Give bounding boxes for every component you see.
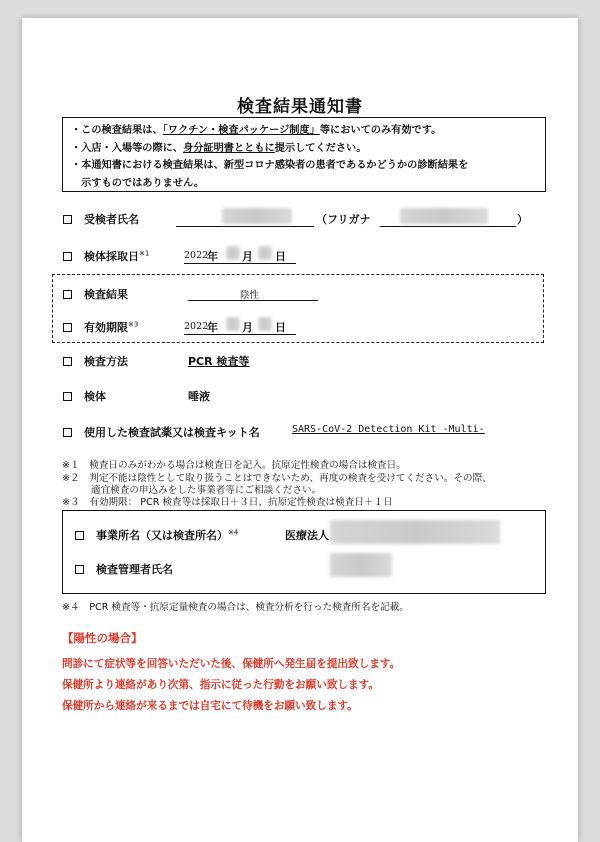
- footnote-1-text: 検査日のみがわかる場合は検査日を記入。抗原定性検査の場合は検査日。: [89, 460, 406, 471]
- result-line: [188, 300, 318, 301]
- furigana-redaction: [400, 208, 488, 224]
- notice-text: 示すものではありません。: [71, 177, 205, 189]
- furigana-open: （フリガナ: [316, 213, 371, 226]
- footnote-2-text: 判定不能は陰性として取り扱うことはできないため、再度の検査を受けてください。その際、: [89, 473, 492, 484]
- checkbox-result[interactable]: [63, 290, 72, 299]
- method-value: PCR 検査等: [188, 355, 250, 368]
- positive-line-1: 問診にて症状等を回答いただいた後、保健所へ発生届を提出致します。: [62, 658, 401, 670]
- notice-box: [62, 117, 546, 192]
- expiry-year: 2022: [184, 321, 209, 332]
- footnote-2: [62, 473, 492, 486]
- collection-year: 2022: [184, 250, 209, 261]
- expiry-nen: 年: [207, 321, 218, 334]
- footnote-4-mark: ※４: [62, 602, 80, 613]
- collection-tsuki: 月: [242, 250, 253, 263]
- expiry-tsuki: 月: [242, 321, 253, 334]
- notice-line-2: [71, 140, 545, 158]
- furigana-close: ）: [517, 213, 528, 226]
- positive-line-3: 保健所から連絡が来るまでは自宅にて待機をお願い致します。: [62, 700, 358, 712]
- notice-line-4: [71, 175, 545, 193]
- footnote-2-cont: 適宜検査の申込みをした事業者等にご相談ください。: [91, 485, 322, 496]
- collection-label: [84, 248, 149, 264]
- checkbox-manager[interactable]: [75, 565, 84, 574]
- name-line: [176, 226, 314, 227]
- office-value: 医療法人: [285, 529, 329, 542]
- kit-label: 使用した検査試薬又は検査キット名: [84, 426, 260, 439]
- notice-emphasis: 身分証明書とともに: [183, 142, 275, 154]
- footnote-1: [62, 460, 406, 473]
- specimen-value: 唾液: [188, 390, 210, 403]
- footnote-2-mark: ※２: [62, 473, 80, 484]
- notice-text: 等においてのみ有効です。: [319, 125, 442, 136]
- expiry-note: ※3: [128, 320, 139, 329]
- footnote-3-text: 有効期限： PCR 検査等は採取日＋３日、抗原定性検査は検査日＋１日: [89, 497, 393, 508]
- notice-text: ・本通知書における検査結果は、新型コロナ感染者の患者であるかどうかの診断結果を: [71, 160, 469, 171]
- method-label: 検査方法: [84, 355, 128, 368]
- expiry-day-redaction: [258, 317, 272, 331]
- name-redaction: [222, 208, 292, 224]
- name-label: 受検者氏名: [84, 213, 139, 226]
- manager-label: 検査管理者氏名: [96, 563, 173, 576]
- office-redaction: [330, 520, 500, 544]
- office-note: ※4: [228, 528, 239, 537]
- notice-text: ・この検査結果は、: [71, 125, 163, 136]
- footnote-1-mark: ※１: [62, 460, 80, 471]
- collection-note: ※1: [139, 249, 150, 258]
- positive-heading: 【陽性の場合】: [62, 631, 143, 645]
- footnote-4: [62, 602, 409, 615]
- notice-line-1: [71, 122, 545, 140]
- footnote-4-text: PCR 検査等・抗原定量検査の場合は、検査分析を行った検査所名を記載。: [89, 602, 409, 613]
- office-label: [96, 527, 238, 543]
- collection-hi: 日: [275, 250, 286, 263]
- office-label-text: 事業所名（又は検査所名）: [96, 529, 228, 542]
- checkbox-name[interactable]: [63, 215, 72, 224]
- collection-label-text: 検体採取日: [84, 250, 139, 263]
- checkbox-collection[interactable]: [63, 252, 72, 261]
- page-title: 検査結果通知書: [237, 97, 363, 117]
- expiry-hi: 日: [275, 321, 286, 334]
- specimen-label: 検体: [84, 390, 106, 403]
- expiry-month-redaction: [226, 317, 240, 331]
- expiry-label-text: 有効期限: [84, 321, 128, 334]
- checkbox-method[interactable]: [63, 357, 72, 366]
- furigana-line: [380, 226, 516, 227]
- manager-redaction: [330, 553, 392, 577]
- positive-line-2: 保健所より連絡があり次第、指示に従った行動をお願い致します。: [62, 679, 379, 691]
- checkbox-expiry[interactable]: [63, 323, 72, 332]
- collection-nen: 年: [207, 250, 218, 263]
- result-label: 検査結果: [84, 288, 128, 301]
- result-value: 陰性: [240, 290, 260, 301]
- notice-text: 提示してください。: [274, 142, 367, 154]
- notice-line-3: [71, 157, 545, 175]
- footnote-3-mark: ※３: [62, 497, 80, 508]
- notice-text: ・入店・入場等の際に、: [71, 142, 184, 154]
- checkbox-specimen[interactable]: [63, 392, 72, 401]
- kit-value: SARS-CoV-2 Detection Kit -Multi-: [292, 424, 485, 435]
- footnote-3: [62, 497, 393, 510]
- expiry-label: [84, 319, 138, 335]
- notice-emphasis: 「ワクチン・検査パッケージ制度」: [162, 125, 320, 136]
- collection-day-redaction: [258, 246, 272, 260]
- collection-month-redaction: [226, 246, 240, 260]
- checkbox-kit[interactable]: [63, 428, 72, 437]
- checkbox-office[interactable]: [75, 531, 84, 540]
